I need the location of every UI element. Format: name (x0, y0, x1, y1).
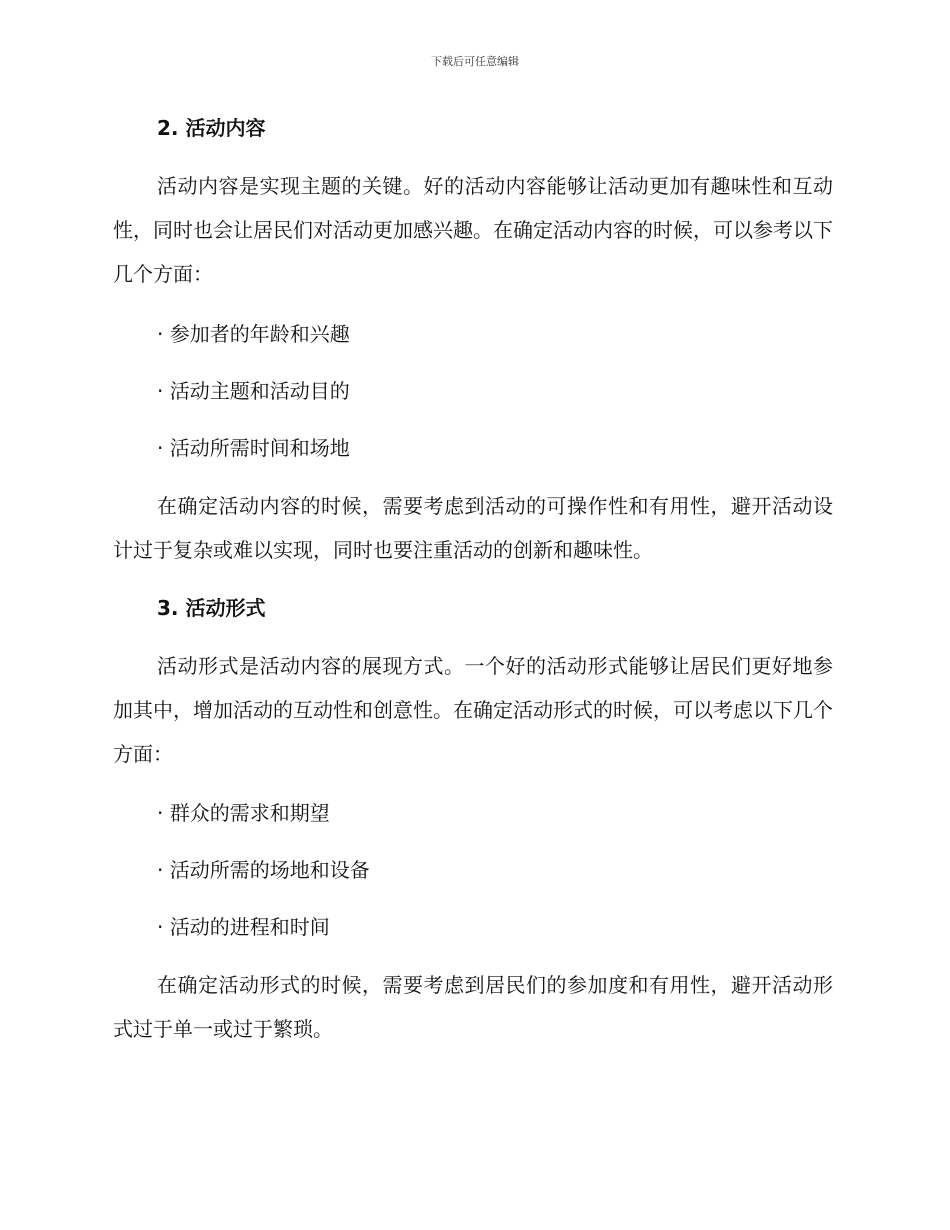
page-header: 下载后可任意编辑 (431, 55, 519, 68)
section-2-bullet-3: · 活动所需时间和场地 (157, 436, 350, 460)
section-3-conclusion-paragraph: 在确定活动形式的时候，需要考虑到居民们的参加度和有用性，避开活动形式过于单一或过于繁琐。 (113, 973, 833, 1041)
section-2-conclusion-paragraph: 在确定活动内容的时候，需要考虑到活动的可操作性和有用性，避开活动设计过于复杂或难以实现，同时也要注重活动的创新和趣味性。 (113, 494, 833, 562)
section-3-bullet-3: · 活动的进程和时间 (157, 915, 330, 939)
section-3-bullet-2: · 活动所需的场地和设备 (157, 858, 370, 882)
section-heading-2: 2. 活动内容 (157, 116, 266, 140)
section-3-bullet-1: · 群众的需求和期望 (157, 801, 330, 825)
section-heading-3: 3. 活动形式 (157, 596, 266, 620)
section-2-bullet-1: · 参加者的年龄和兴趣 (157, 322, 350, 346)
section-3-intro-paragraph: 活动形式是活动内容的展现方式。一个好的活动形式能够让居民们更好地参加其中，增加活动的互动性和创意性。在确定活动形式的时候，可以考虑以下几个方面： (113, 654, 833, 766)
section-2-intro-paragraph: 活动内容是实现主题的关键。好的活动内容能够让活动更加有趣味性和互动性，同时也会让居民们对活动更加感兴趣。在确定活动内容的时候，可以参考以下几个方面： (113, 174, 833, 286)
section-2-bullet-2: · 活动主题和活动目的 (157, 379, 350, 403)
